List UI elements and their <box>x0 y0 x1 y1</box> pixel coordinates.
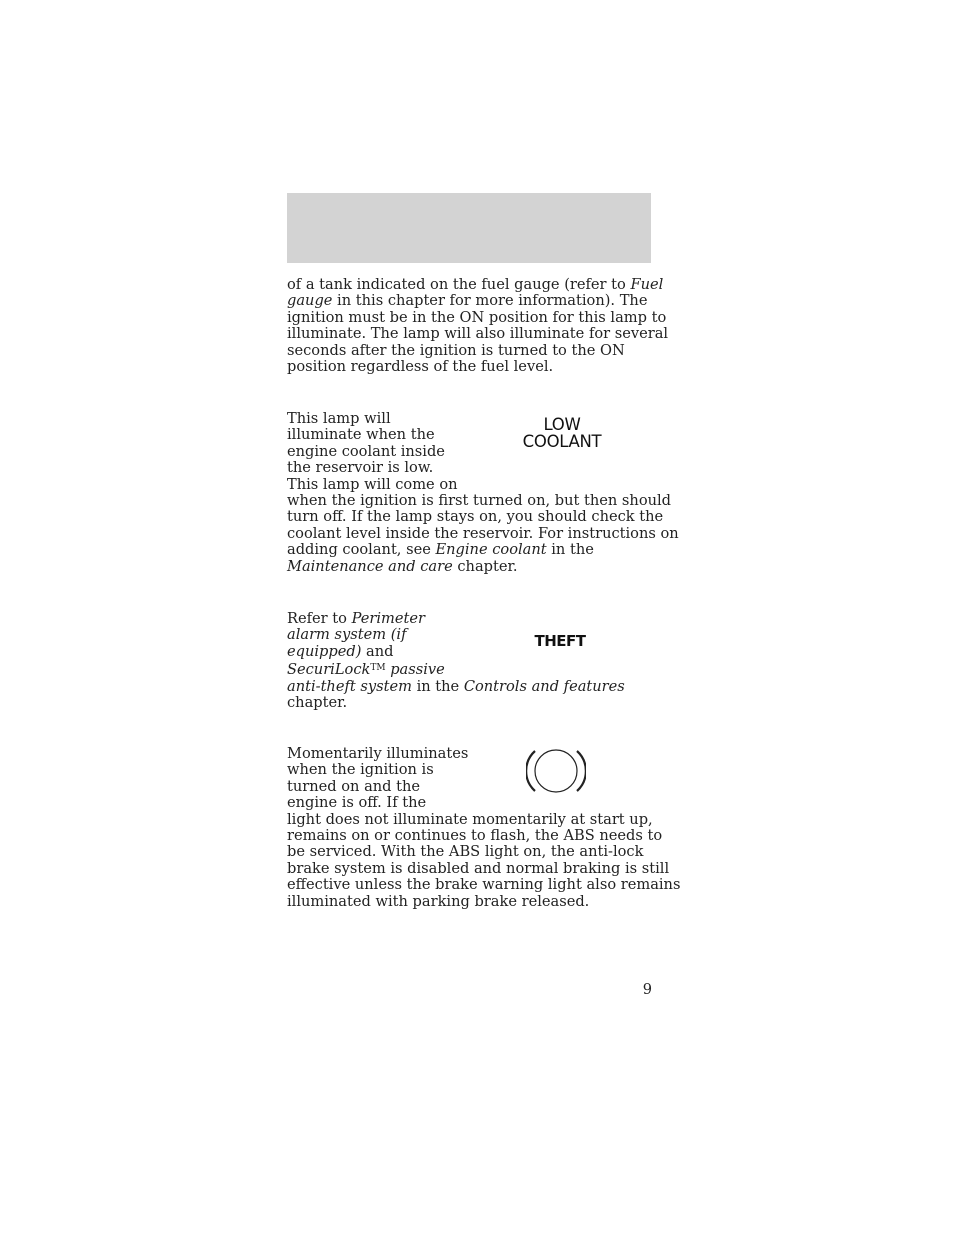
abs-warning-icon <box>526 746 586 796</box>
theft-paragraph <box>287 611 655 711</box>
text-run: in the <box>546 541 594 559</box>
page-number: 9 <box>642 981 652 998</box>
fuel-gauge-reference: gauge <box>287 292 333 310</box>
text-line: coolant level inside the reservoir. For instructions on <box>287 524 679 542</box>
text-line: be serviced. With the ABS light on, the anti-lock <box>287 843 644 861</box>
text-run: of a tank indicated on the fuel gauge (refer to <box>287 276 631 293</box>
text-line: illuminate when the <box>287 426 435 444</box>
text-line: seconds after the ignition is turned to the ON <box>287 341 625 359</box>
engine-coolant-reference: Engine coolant <box>435 541 547 559</box>
text-line: turned on and the <box>287 777 421 795</box>
fuel-gauge-reference: Fuel <box>630 276 664 293</box>
controls-chapter-reference: Controls and features <box>463 677 625 695</box>
text-line: when the ignition is <box>287 761 434 779</box>
text-line: ignition must be in the ON position for this lamp to <box>287 308 667 326</box>
fuel-lamp-paragraph <box>287 276 669 376</box>
text-line: the reservoir is low. <box>287 459 434 477</box>
securilock-reference: passive <box>385 661 445 679</box>
text-line: illuminated with parking brake released. <box>287 892 590 910</box>
perimeter-alarm-reference: alarm system (if <box>287 626 407 644</box>
low-coolant-lamp-line: LOW <box>543 415 581 434</box>
text-line <box>287 660 655 678</box>
text-line: remains on or continues to flash, the ABS needs to <box>287 827 663 845</box>
text-line: brake system is disabled and normal braking is still <box>287 859 670 877</box>
text-line: This lamp will <box>287 410 391 427</box>
text-line: engine is off. If the <box>287 794 427 812</box>
text-run: chapter. <box>452 557 518 575</box>
text-line: illuminate. The lamp will also illuminate for several <box>287 325 669 343</box>
securilock-reference: anti-theft system <box>287 677 412 695</box>
text-run: in the <box>411 677 464 695</box>
securilock-reference: SecuriLock <box>287 661 371 679</box>
text-run: and <box>361 642 394 660</box>
text-line: chapter. <box>287 694 348 712</box>
text-line <box>287 542 655 558</box>
text-line: This lamp will come on <box>287 475 458 493</box>
abs-paragraph <box>287 745 681 910</box>
text-line: when the ignition is first turned on, but then should <box>287 492 672 510</box>
perimeter-alarm-reference: equipped) <box>287 642 362 660</box>
text-line <box>287 611 655 627</box>
text-run: Refer to <box>287 610 352 627</box>
perimeter-alarm-reference: Perimeter <box>351 610 425 627</box>
text-line: Momentarily illuminates <box>287 745 469 762</box>
text-line <box>287 293 655 309</box>
text-line: light does not illuminate momentarily at start up, <box>287 810 653 828</box>
text-line <box>287 276 664 293</box>
low-coolant-lamp-line: COOLANT <box>522 432 602 451</box>
text-line <box>287 559 655 575</box>
trademark-mark: TM <box>370 663 386 674</box>
low-coolant-lamp-symbol <box>510 416 614 450</box>
maintenance-chapter-reference: Maintenance and care <box>287 557 453 575</box>
text-line: turn off. If the lamp stays on, you should check the <box>287 508 664 526</box>
section-header-band <box>287 193 651 263</box>
text-line: effective unless the brake warning light also remains <box>287 876 681 894</box>
theft-lamp-symbol: THEFT <box>534 632 586 650</box>
text-run: adding coolant, see <box>287 541 436 559</box>
text-line <box>287 679 655 695</box>
text-line: position regardless of the fuel level. <box>287 358 554 376</box>
text-line: engine coolant inside <box>287 442 445 460</box>
text-run: in this chapter for more information). The <box>332 292 648 310</box>
